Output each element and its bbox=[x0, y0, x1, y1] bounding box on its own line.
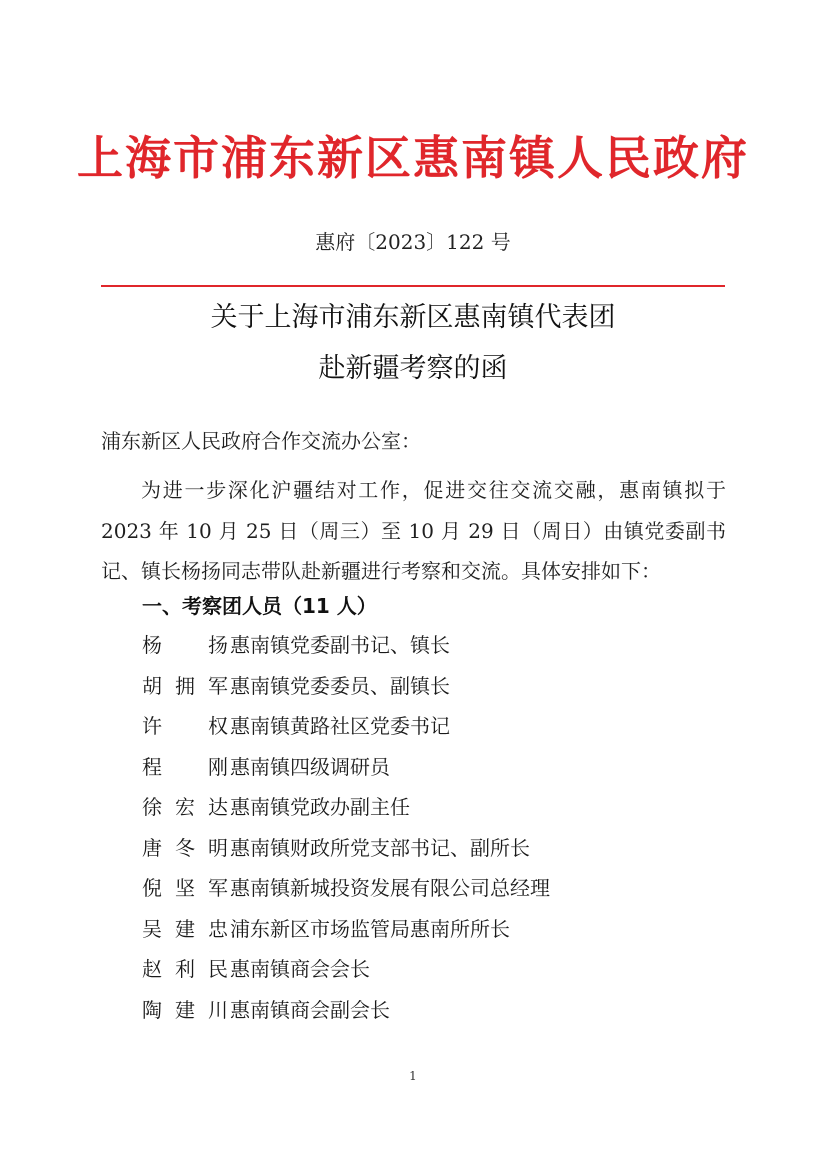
member-title: 惠南镇党委副书记、镇长 bbox=[230, 633, 450, 657]
member-name: 胡拥军 bbox=[142, 673, 228, 698]
member-name: 徐宏达 bbox=[142, 795, 228, 819]
member-row bbox=[142, 750, 550, 791]
member-name: 程刚 bbox=[142, 754, 228, 779]
member-row bbox=[142, 952, 550, 993]
member-name: 吴建忠 bbox=[142, 916, 228, 941]
page-number: 1 bbox=[409, 1069, 417, 1083]
member-row bbox=[142, 669, 550, 710]
subject-line-2: 赴新疆考察的函 bbox=[318, 353, 508, 384]
member-title: 浦东新区市场监管局惠南所所长 bbox=[230, 916, 510, 941]
member-name: 许权 bbox=[142, 714, 228, 738]
member-title: 惠南镇党政办副主任 bbox=[230, 795, 410, 819]
subject-line-1: 关于上海市浦东新区惠南镇代表团 bbox=[210, 302, 616, 333]
red-divider bbox=[101, 285, 725, 287]
member-row bbox=[142, 628, 550, 669]
member-name: 倪坚军 bbox=[142, 876, 228, 900]
member-title: 惠南镇财政所党支部书记、副所长 bbox=[230, 835, 530, 860]
member-title: 惠南镇四级调研员 bbox=[230, 754, 390, 779]
member-row bbox=[142, 912, 550, 953]
member-title: 惠南镇新城投资发展有限公司总经理 bbox=[230, 876, 550, 900]
member-name: 杨扬 bbox=[142, 633, 228, 657]
salutation: 浦东新区人民政府合作交流办公室： bbox=[101, 429, 421, 453]
member-row bbox=[142, 831, 550, 872]
member-title: 惠南镇商会副会长 bbox=[230, 997, 390, 1022]
member-row bbox=[142, 871, 550, 912]
body-paragraph: 为进一步深化沪疆结对工作，促进交往交流交融，惠南镇拟于2023 年 10 月 25 日（周三）至 10 月 29 日（周日）由镇党委副书记、镇长杨扬同志带队赴新疆进行考察和交流。具体安排如下： bbox=[101, 478, 726, 583]
member-name: 赵利民 bbox=[142, 957, 228, 981]
member-row bbox=[142, 790, 550, 831]
issuer-header: 上海市浦东新区惠南镇人民政府 bbox=[77, 131, 749, 185]
member-title: 惠南镇商会会长 bbox=[230, 957, 370, 981]
member-list bbox=[142, 628, 550, 1033]
document-number: 惠府〔2023〕122 号 bbox=[315, 230, 511, 254]
section-heading-members: 一、考察团人员（11 人） bbox=[142, 594, 377, 618]
member-row bbox=[142, 993, 550, 1034]
member-row bbox=[142, 709, 550, 750]
member-title: 惠南镇黄路社区党委书记 bbox=[230, 714, 450, 738]
member-name: 陶建川 bbox=[142, 997, 228, 1022]
member-name: 唐冬明 bbox=[142, 835, 228, 860]
member-title: 惠南镇党委委员、副镇长 bbox=[230, 673, 450, 698]
